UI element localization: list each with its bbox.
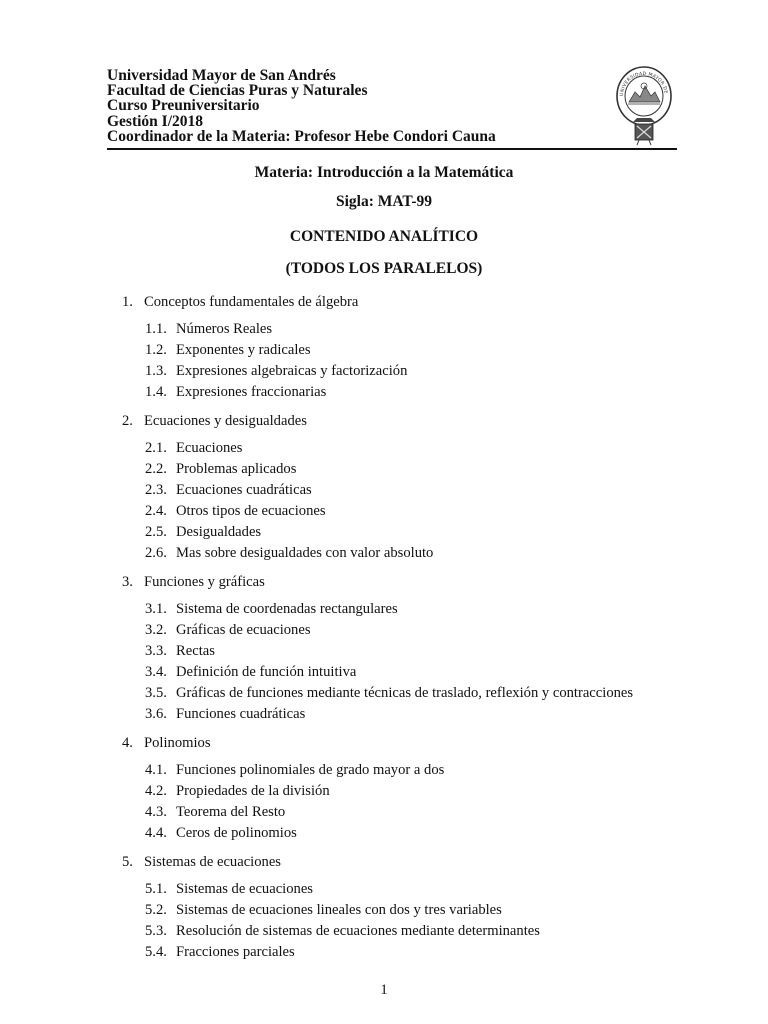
subsection-number: 4.1.	[145, 762, 167, 778]
term: Gestión I/2018	[107, 112, 204, 130]
subsection-number: 5.2.	[145, 902, 167, 918]
subsection-text: Sistema de coordenadas rectangulares	[176, 601, 398, 617]
subsection-list	[122, 760, 702, 844]
list-item	[122, 438, 702, 459]
subsection-number: 2.5.	[145, 524, 167, 540]
page-number: 1	[380, 982, 388, 998]
subsection-list	[122, 879, 702, 963]
subsection-number: 3.1.	[145, 601, 167, 617]
faculty-name: Facultad de Ciencias Puras y Naturales	[107, 82, 368, 100]
list-item	[122, 543, 702, 564]
subsection-text: Funciones cuadráticas	[176, 706, 306, 722]
subsection-number: 3.6.	[145, 706, 167, 722]
subsection-list	[122, 599, 702, 725]
subsection-number: 1.3.	[145, 363, 167, 379]
section-title	[122, 411, 702, 432]
subsection-text: Problemas aplicados	[176, 461, 297, 477]
list-item	[122, 942, 702, 963]
list-item	[122, 683, 702, 704]
subject-title: Materia: Introducción a la Matemática	[254, 164, 514, 181]
subsection-number: 4.4.	[145, 825, 167, 841]
subsection-text: Fracciones parciales	[176, 944, 295, 960]
section-title	[122, 572, 702, 593]
section-number: 3.	[122, 574, 133, 590]
list-item	[122, 459, 702, 480]
subsection-text: Funciones polinomiales de grado mayor a dos	[176, 762, 445, 778]
subsection-number: 1.4.	[145, 384, 167, 400]
section-title	[122, 292, 702, 313]
subsection-list	[122, 438, 702, 564]
section-number: 5.	[122, 854, 133, 870]
subsection-text: Expresiones fraccionarias	[176, 384, 327, 400]
subsection-number: 2.2.	[145, 461, 167, 477]
content-section	[122, 572, 702, 725]
list-item	[122, 361, 702, 382]
list-item	[122, 620, 702, 641]
subsection-number: 3.3.	[145, 643, 167, 659]
list-item	[122, 340, 702, 361]
university-seal-icon	[615, 66, 673, 146]
subsection-number: 3.2.	[145, 622, 167, 638]
list-item	[122, 823, 702, 844]
section-number: 2.	[122, 413, 133, 429]
subsection-list	[122, 319, 702, 403]
list-item	[122, 781, 702, 802]
header-divider	[107, 148, 677, 150]
university-name: Universidad Mayor de San Andrés	[107, 67, 336, 84]
svg-text:UNIVERSIDAD MAYOR DE SAN ANDRE	[615, 66, 669, 96]
list-item	[122, 921, 702, 942]
subsection-number: 1.2.	[145, 342, 167, 358]
section-number: 4.	[122, 735, 133, 751]
document-header	[107, 66, 677, 150]
list-item	[122, 641, 702, 662]
list-item	[122, 501, 702, 522]
list-item	[122, 802, 702, 823]
subsection-number: 3.4.	[145, 664, 167, 680]
subsection-text: Sistemas de ecuaciones	[176, 881, 313, 897]
subsection-text: Resolución de sistemas de ecuaciones mediante determinantes	[176, 923, 540, 939]
list-item	[122, 760, 702, 781]
subsection-text: Propiedades de la división	[176, 783, 330, 799]
subsection-text: Teorema del Resto	[176, 804, 286, 820]
list-item	[122, 900, 702, 921]
section-title-text: Sistemas de ecuaciones	[144, 854, 281, 870]
parallels-note: (TODOS LOS PARALELOS)	[285, 260, 483, 277]
list-item	[122, 319, 702, 340]
section-title-text: Polinomios	[144, 735, 211, 751]
section-title	[122, 733, 702, 754]
subsection-number: 1.1.	[145, 321, 167, 337]
subsection-number: 2.3.	[145, 482, 167, 498]
course-name: Curso Preuniversitario	[107, 97, 260, 115]
list-item	[122, 704, 702, 725]
section-title-text: Conceptos fundamentales de álgebra	[144, 294, 359, 310]
list-item	[122, 662, 702, 683]
subsection-text: Gráficas de ecuaciones	[176, 622, 311, 638]
section-title-text: Funciones y gráficas	[144, 574, 265, 590]
section-title	[122, 852, 702, 873]
section-title-text: Ecuaciones y desigualdades	[144, 413, 307, 429]
subsection-text: Ecuaciones	[176, 440, 243, 456]
list-item	[122, 382, 702, 403]
subsection-number: 2.4.	[145, 503, 167, 519]
seal-lettering: UNIVERSIDAD MAYOR DE	[619, 71, 668, 97]
list-item	[122, 599, 702, 620]
content-heading: CONTENIDO ANALÍTICO	[289, 228, 479, 245]
subsection-number: 5.4.	[145, 944, 167, 960]
subject-code: Sigla: MAT-99	[335, 193, 433, 210]
subsection-number: 2.6.	[145, 545, 167, 561]
subsection-text: Gráficas de funciones mediante técnicas de traslado, reflexión y contracciones	[176, 685, 634, 701]
header-text-block	[107, 68, 496, 144]
subsection-number: 5.3.	[145, 923, 167, 939]
subsection-number: 4.2.	[145, 783, 167, 799]
subsection-text: Rectas	[176, 643, 215, 659]
content-section	[122, 733, 702, 844]
subsection-text: Ceros de polinomios	[176, 825, 297, 841]
list-item	[122, 480, 702, 501]
subsection-text: Mas sobre desigualdades con valor absoluto	[176, 545, 434, 561]
section-number: 1.	[122, 294, 133, 310]
subsection-number: 5.1.	[145, 881, 167, 897]
subsection-text: Sistemas de ecuaciones lineales con dos y tres variables	[176, 902, 502, 918]
list-item	[122, 522, 702, 543]
coordinator: Coordinador de la Materia: Profesor Hebe Condori Cauna	[107, 127, 496, 145]
list-item	[122, 879, 702, 900]
subsection-text: Otros tipos de ecuaciones	[176, 503, 326, 519]
subsection-number: 2.1.	[145, 440, 167, 456]
subsection-text: Exponentes y radicales	[176, 342, 311, 358]
content-section	[122, 852, 702, 963]
table-of-contents	[122, 292, 702, 971]
subsection-text: Ecuaciones cuadráticas	[176, 482, 312, 498]
subsection-number: 3.5.	[145, 685, 167, 701]
content-section	[122, 292, 702, 403]
subsection-text: Expresiones algebraicas y factorización	[176, 363, 408, 379]
content-section	[122, 411, 702, 564]
subsection-text: Definición de función intuitiva	[176, 664, 357, 680]
subsection-number: 4.3.	[145, 804, 167, 820]
subsection-text: Desigualdades	[176, 524, 262, 540]
subsection-text: Números Reales	[176, 321, 273, 337]
